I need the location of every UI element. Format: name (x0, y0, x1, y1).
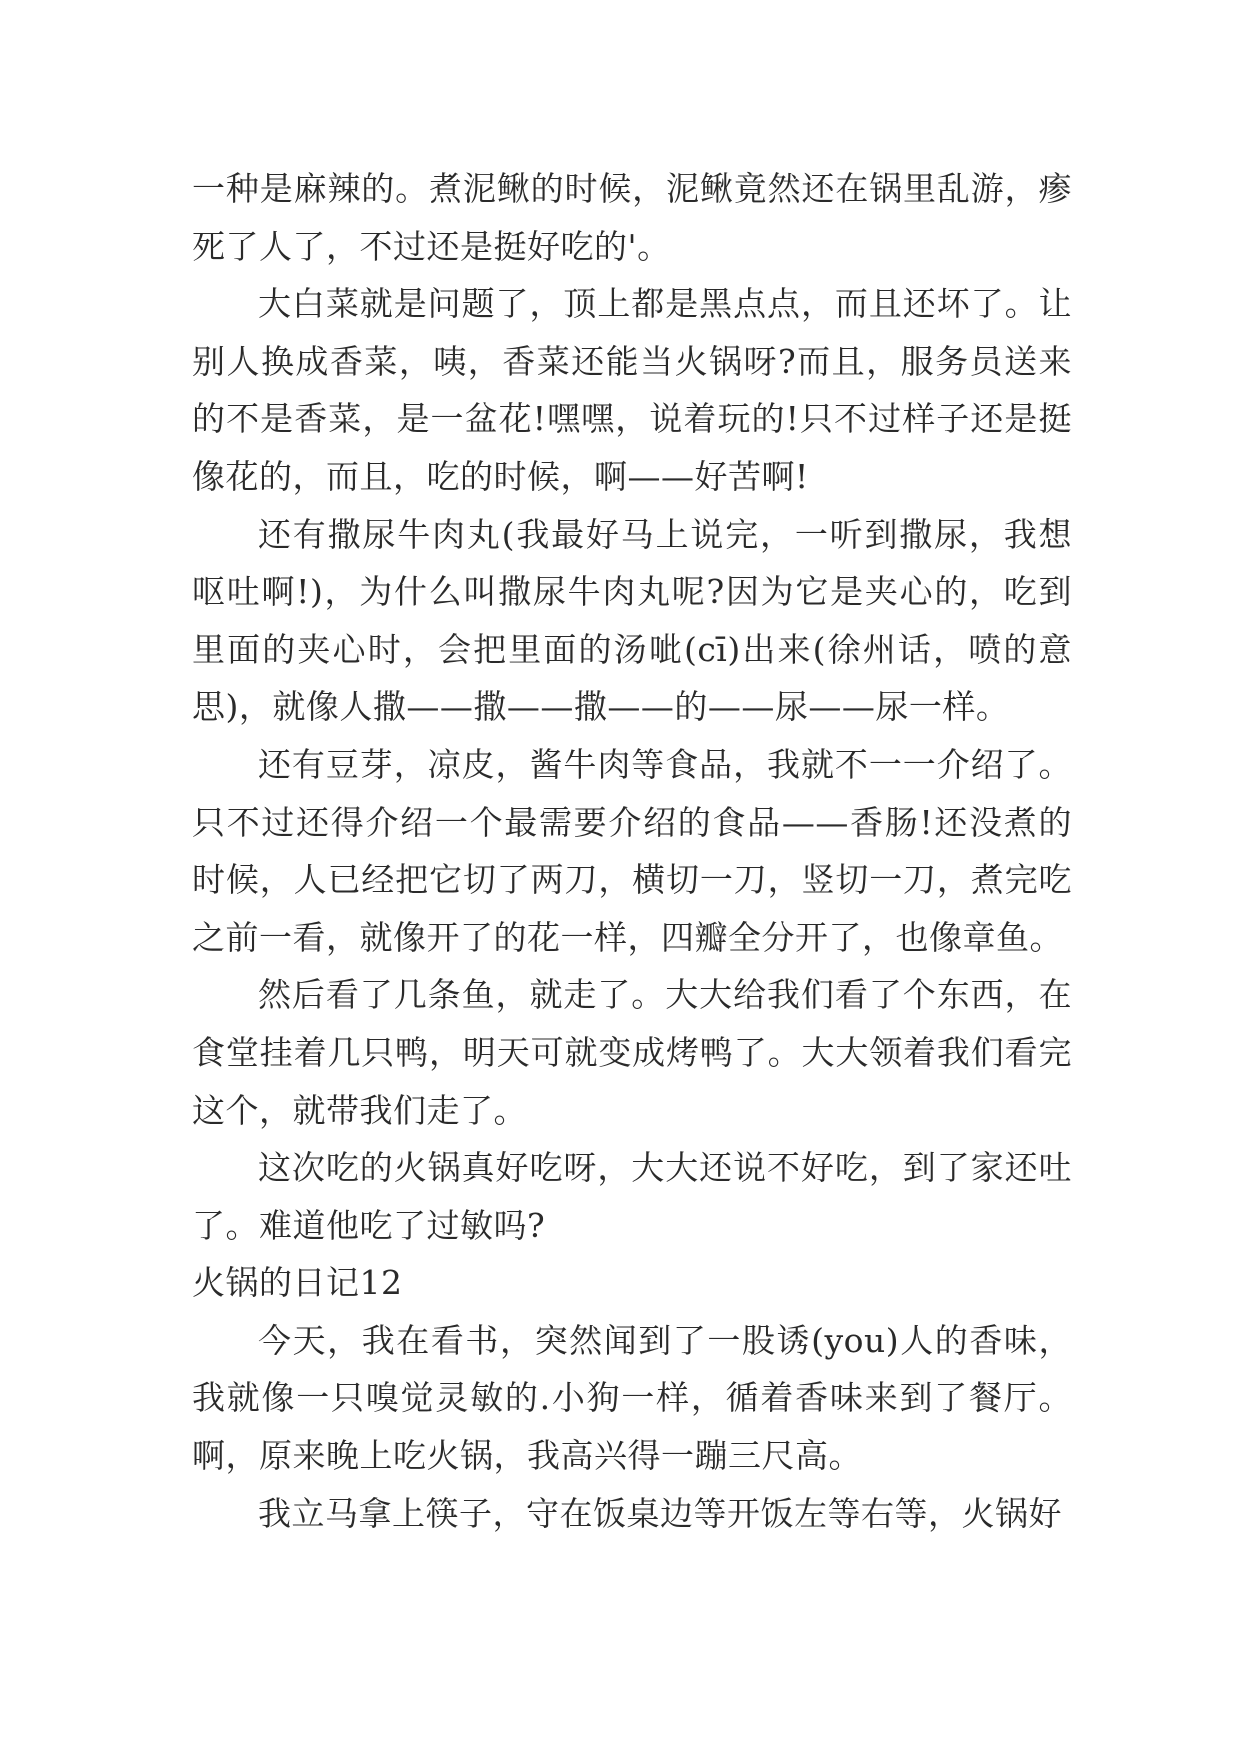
document-body (192, 160, 1072, 1542)
paragraph: 这次吃的火锅真好吃呀，大大还说不好吃，到了家还吐了。难道他吃了过敏吗? (192, 1148, 1072, 1245)
paragraph: 还有撒尿牛肉丸(我最好马上说完，一听到撒尿，我想呕吐啊!)，为什么叫撒尿牛肉丸呢?因为它是夹心的，吃到里面的夹心时，会把里面的汤呲(cī)出来(徐州话，喷的意思)，就像人撒——撒——撒——的——尿——尿一样。 (192, 514, 1072, 727)
paragraph: 一种是麻辣的。煮泥鳅的时候，泥鳅竟然还在锅里乱游，瘆死了人了，不过还是挺好吃的'。 (192, 169, 1072, 266)
paragraph: 然后看了几条鱼，就走了。大大给我们看了个东西，在食堂挂着几只鸭，明天可就变成烤鸭了。大大领着我们看完这个，就带我们走了。 (192, 975, 1072, 1130)
section-heading: 火锅的日记12 (192, 1263, 403, 1303)
paragraph: 大白菜就是问题了，顶上都是黑点点，而且还坏了。让别人换成香菜，咦，香菜还能当火锅呀?而且，服务员送来的不是香菜，是一盆花!嘿嘿，说着玩的!只不过样子还是挺像花的，而且，吃的时候，啊——好苦啊! (192, 284, 1072, 496)
paragraph: 我立马拿上筷子，守在饭桌边等开饭左等右等，火锅好 (258, 1493, 1062, 1533)
paragraph: 还有豆芽，凉皮，酱牛肉等食品，我就不一一介绍了。只不过还得介绍一个最需要介绍的食品——香肠!还没煮的时候，人已经把它切了两刀，横切一刀，竖切一刀，煮完吃之前一看，就像开了的花一样，四瓣全分开了，也像章鱼。 (192, 744, 1072, 957)
paragraph: 今天，我在看书，突然闻到了一股诱(you)人的香味，我就像一只嗅觉灵敏的.小狗一样，循着香味来到了餐厅。啊，原来晚上吃火锅，我高兴得一蹦三尺高。 (192, 1320, 1072, 1476)
